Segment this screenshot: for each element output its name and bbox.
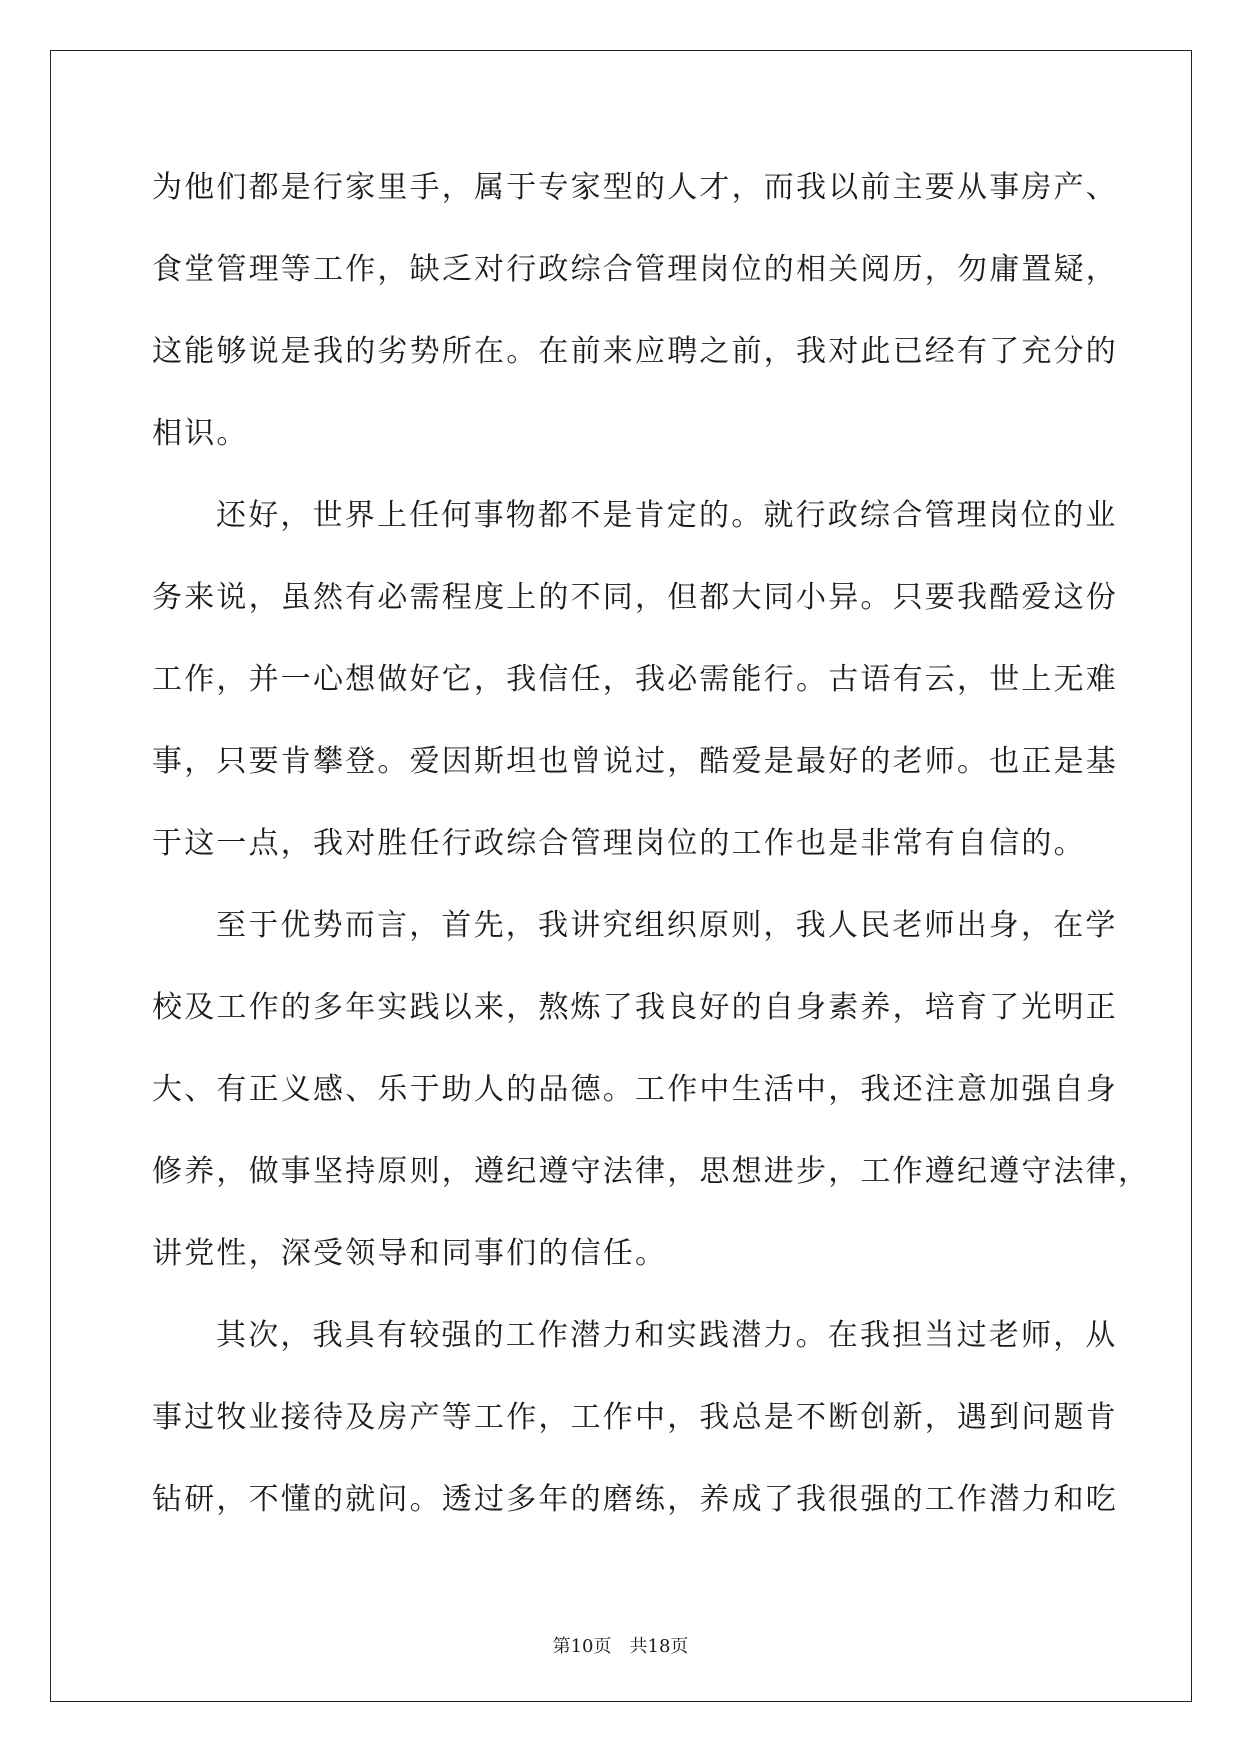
text-line: 于这一点，我对胜任行政综合管理岗位的工作也是非常有自信的。 [152,826,1086,861]
text-line: 钻研，不懂的就问。透过多年的磨练，养成了我很强的工作潜力和吃 [152,1482,1118,1517]
text-line: 讲党性，深受领导和同事们的信任。 [152,1236,668,1271]
text-line: 校及工作的多年实践以来，熬炼了我良好的自身素养，培育了光明正 [152,990,1118,1025]
text-line: 事，只要肯攀登。爱因斯坦也曾说过，酷爱是最好的老师。也正是基 [152,744,1118,779]
page-footer [0,1632,1241,1658]
text-line: 事过牧业接待及房产等工作，工作中，我总是不断创新，遇到问题肯 [152,1400,1118,1435]
paragraph-start-line: 其次，我具有较强的工作潜力和实践潜力。在我担当过老师，从 [216,1318,1118,1353]
page-number-total: 共18页 [629,1636,689,1657]
document-body [152,168,1151,1562]
text-line: 务来说，虽然有必需程度上的不同，但都大同小异。只要我酷爱这份 [152,580,1118,615]
text-line: 工作，并一心想做好它，我信任，我必需能行。古语有云，世上无难 [152,662,1118,697]
text-line: 大、有正义感、乐于助人的品德。工作中生活中，我还注意加强自身 [152,1072,1118,1107]
text-line: 这能够说是我的劣势所在。在前来应聘之前，我对此已经有了充分的 [152,334,1118,369]
page-number-current: 第10页 [552,1636,612,1657]
text-line: 食堂管理等工作，缺乏对行政综合管理岗位的相关阅历，勿庸置疑， [152,252,1118,287]
text-line: 为他们都是行家里手，属于专家型的人才，而我以前主要从事房产、 [152,170,1118,205]
paragraph-start-line: 至于优势而言，首先，我讲究组织原则，我人民老师出身，在学 [216,908,1118,943]
text-line: 相识。 [152,416,249,451]
text-line: 修养，做事坚持原则，遵纪遵守法律，思想进步，工作遵纪遵守法律， [152,1154,1151,1189]
paragraph-start-line: 还好，世界上任何事物都不是肯定的。就行政综合管理岗位的业 [216,498,1118,533]
